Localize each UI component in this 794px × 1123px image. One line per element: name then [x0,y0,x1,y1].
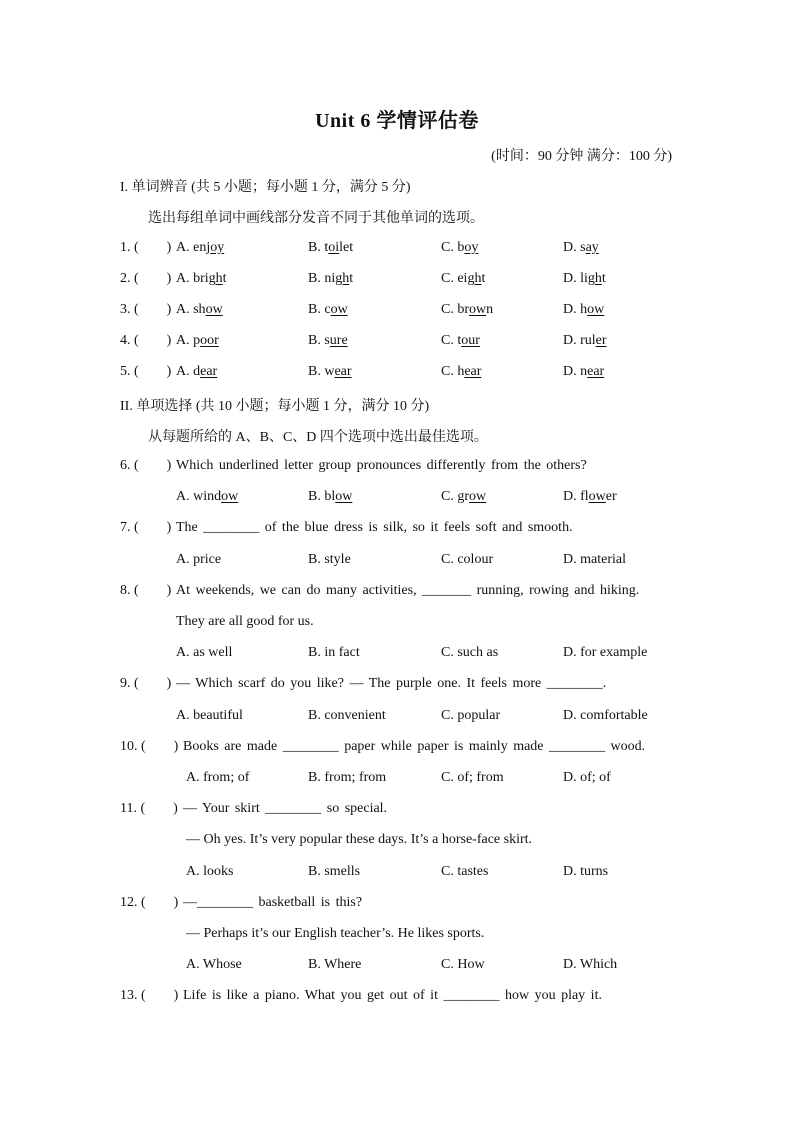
question-1 [0,240,794,260]
option-c: C. of; from [441,770,504,785]
question-12 [0,895,794,915]
option-a: A. enjoy [176,240,225,255]
option-d: D. comfortable [563,708,648,723]
question-8 [0,583,794,603]
option-c: C. colour [441,552,494,567]
question-6-options [0,489,794,509]
option-d: D. turns [563,864,609,879]
option-b: B. in fact [308,645,360,660]
question-stem: The ________ of the blue dress is silk, so it feels soft and smooth. [176,520,573,535]
question-number[interactable]: 12. ( ) [120,895,179,910]
question-3 [0,302,794,322]
question-stem-continued: They are all good for us. [176,614,314,629]
section-2-instruction: 从每题所给的 A、B、C、D 四个选项中选出最佳选项。 [148,430,488,445]
question-stem-continued: — Perhaps it’s our English teacher’s. He likes sports. [186,926,485,941]
option-d: D. how [563,302,605,317]
option-d: D. for example [563,645,648,660]
option-d: D. ruler [563,333,607,348]
option-b: B. smells [308,864,361,879]
option-a: A. poor [176,333,219,348]
question-10-options [0,770,794,790]
question-stem: At weekends, we can do many activities, _______ running, rowing and hiking. [176,583,640,598]
option-b: B. from; from [308,770,387,785]
option-c: C. eight [441,271,486,286]
question-stem-continued: — Oh yes. It’s very popular these days. It’s a horse-face skirt. [186,832,533,847]
question-number[interactable]: 6. ( ) [120,458,172,473]
question-7 [0,520,794,540]
question-6 [0,458,794,478]
question-number[interactable]: 10. ( ) [120,739,179,754]
option-b: B. cow [308,302,348,317]
option-a: A. show [176,302,223,317]
question-number[interactable]: 4. ( ) [120,333,172,348]
question-number[interactable]: 7. ( ) [120,520,172,535]
question-stem: Life is like a piano. What you get out of it ________ how you play it. [183,988,602,1003]
option-b: B. wear [308,364,352,379]
question-stem: — Your skirt ________ so special. [183,801,388,816]
question-number[interactable]: 2. ( ) [120,271,172,286]
question-number[interactable]: 13. ( ) [120,988,179,1003]
option-c: C. How [441,957,485,972]
question-stem: Which underlined letter group pronounces differently from the others? [176,458,587,473]
question-number[interactable]: 5. ( ) [120,364,172,379]
option-c: C. tastes [441,864,489,879]
question-stem: Books are made ________ paper while paper is mainly made ________ wood. [183,739,646,754]
question-12-options [0,957,794,977]
option-c: C. tour [441,333,480,348]
option-b: B. sure [308,333,348,348]
question-7-options [0,552,794,572]
question-13 [0,988,794,1008]
option-a: A. window [176,489,239,504]
question-number[interactable]: 1. ( ) [120,240,172,255]
option-c: C. grow [441,489,487,504]
option-d: D. Which [563,957,618,972]
question-number[interactable]: 8. ( ) [120,583,172,598]
option-a: A. bright [176,271,227,286]
option-a: A. price [176,552,222,567]
question-4 [0,333,794,353]
option-a: A. as well [176,645,233,660]
question-9 [0,676,794,696]
question-5 [0,364,794,384]
option-c: C. such as [441,645,499,660]
option-b: B. toilet [308,240,354,255]
option-a: A. from; of [186,770,250,785]
option-b: B. Where [308,957,362,972]
section-2-heading: II. 单项选择 (共 10 小题；每小题 1 分，满分 10 分) [120,399,430,414]
option-a: A. looks [186,864,234,879]
option-d: D. material [563,552,626,567]
question-11-options [0,864,794,884]
page-title: Unit 6 学情评估卷 [315,110,479,132]
option-d: D. say [563,240,599,255]
question-11 [0,801,794,821]
option-b: B. style [308,552,351,567]
option-c: C. hear [441,364,482,379]
option-d: D. near [563,364,605,379]
time-score-info: (时间：90 分钟 满分：100 分) [491,149,672,164]
question-10 [0,739,794,759]
question-number[interactable]: 3. ( ) [120,302,172,317]
option-a: A. Whose [186,957,242,972]
question-8-continuation [0,614,794,634]
option-b: B. blow [308,489,353,504]
option-d: D. light [563,271,606,286]
option-d: D. flower [563,489,617,504]
question-8-options [0,645,794,665]
section-1-instruction: 选出每组单词中画线部分发音不同于其他单词的选项。 [148,211,484,226]
option-a: A. beautiful [176,708,243,723]
question-stem: —________ basketball is this? [183,895,363,910]
option-c: C. brown [441,302,494,317]
option-c: C. boy [441,240,479,255]
question-12-continuation [0,926,794,946]
section-1-heading: I. 单词辨音 (共 5 小题；每小题 1 分，满分 5 分) [120,180,411,195]
question-2 [0,271,794,291]
question-11-continuation [0,832,794,852]
option-b: B. convenient [308,708,386,723]
question-number[interactable]: 11. ( ) [120,801,178,816]
option-a: A. dear [176,364,218,379]
question-number[interactable]: 9. ( ) [120,676,172,691]
option-c: C. popular [441,708,501,723]
option-b: B. night [308,271,354,286]
question-stem: — Which scarf do you like? — The purple one. It feels more ________. [176,676,607,691]
question-9-options [0,708,794,728]
option-d: D. of; of [563,770,611,785]
